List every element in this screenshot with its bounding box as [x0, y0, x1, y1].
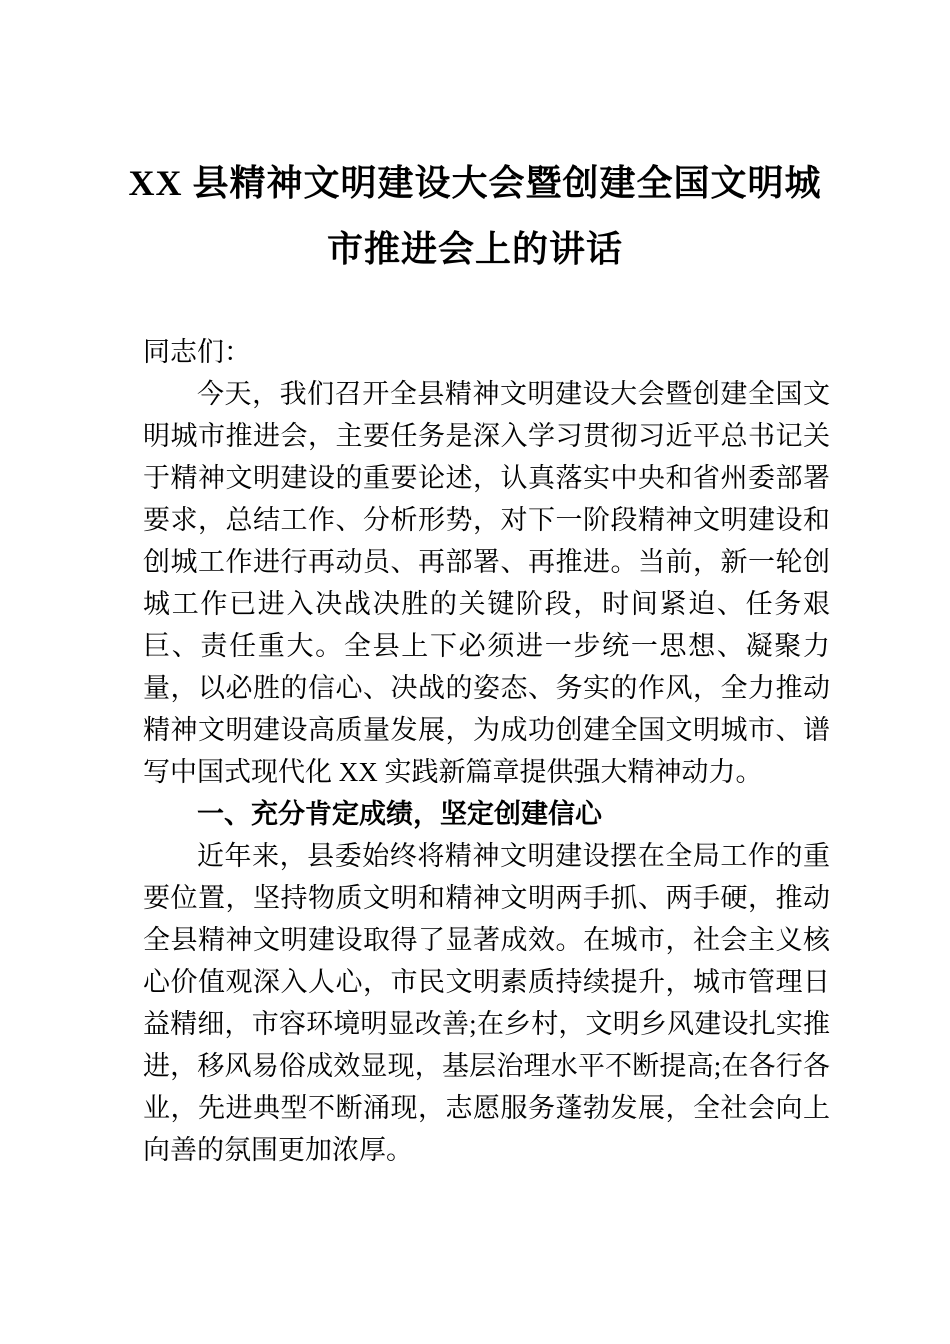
paragraph-opening: 今天，我们召开全县精神文明建设大会暨创建全国文明城市推进会，主要任务是深入学习贯彻习近平总书记关于精神文明建设的重要论述，认真落实中央和省州委部署要求，总结工作、分析形势，对下一阶段精神文明建设和创城工作进行再动员、再部署、再推进。当前，新一轮创城工作已进入决战决胜的关键阶段，时间紧迫、任务艰巨、责任重大。全县上下必须进一步统一思想、凝聚力量，以必胜的信心、决战的姿态、务实的作风，全力推动精神文明建设高质量发展，为成功创建全国文明城市、谱写中国式现代化 XX 实践新篇章提供强大精神动力。: [143, 379, 830, 787]
document-title-line-1: XX 县精神文明建设大会暨创建全国文明城: [128, 163, 822, 203]
document-body: [143, 331, 830, 1171]
document-title: [0, 0, 950, 282]
document-title-line-2: 市推进会上的讲话: [326, 229, 623, 269]
paragraph-achievements: 近年来，县委始终将精神文明建设摆在全局工作的重要位置，坚持物质文明和精神文明两手抓、两手硬，推动全县精神文明建设取得了显著成效。在城市，社会主义核心价值观深入人心，市民文明素质持续提升，城市管理日益精细，市容环境明显改善;在乡村，文明乡风建设扎实推进，移风易俗成效显现，基层治理水平不断提高;在各行各业，先进典型不断涌现，志愿服务蓬勃发展，全社会向上向善的氛围更加浓厚。: [143, 841, 830, 1165]
section-heading-1: 一、充分肯定成绩，坚定创建信心: [197, 799, 602, 829]
salutation: 同志们：: [143, 337, 251, 367]
